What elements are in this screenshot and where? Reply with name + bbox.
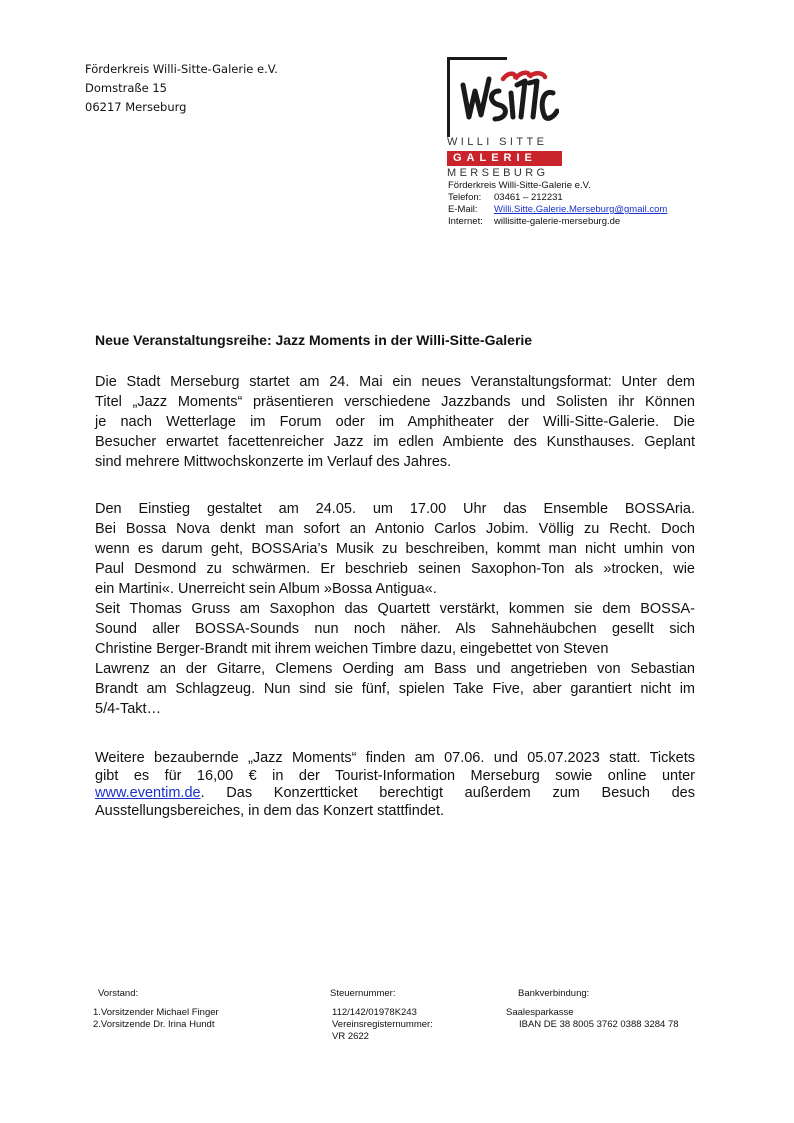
text-line: gibt es für 16,00 € in der Tourist-Information Merseburg sowie online unter [95,767,695,784]
sender-city: 06217 Merseburg [85,100,187,114]
text-line: Sound aller BOSSA-Sounds nun noch näher. Als Sahnehäubchen gesellt sich [95,621,695,637]
footer-vorstand-2: 2.Vorsitzende Dr. Irina Hundt [93,1019,215,1030]
sender-address [85,60,278,117]
text-line: Weitere bezaubernde „Jazz Moments“ finden am 07.06. und 05.07.2023 statt. Tickets [95,750,695,766]
sender-street: Domstraße 15 [85,81,167,95]
footer-bank-name: Saalesparkasse [506,1007,574,1018]
text-line-with-link [95,785,695,803]
sender-name: Förderkreis Willi-Sitte-Galerie e.V. [85,62,278,76]
footer-steuer-number: 112/142/01978K243 [332,1007,417,1018]
web-address: willisitte-galerie-merseburg.de [494,216,621,227]
text-line: ein Martini«. Unerreicht sein Album »Bossa Antigua«. [95,581,437,597]
web-label: Internet: [448,216,483,227]
text-line: Den Einstieg gestaltet am 24.05. um 17.00 Uhr das Ensemble BOSSAria. [95,501,695,517]
paragraph-intro [95,372,695,472]
text-line: Seit Thomas Gruss am Saxophon das Quartett verstärkt, kommen sie dem BOSSA- [95,601,695,617]
text-line: Brandt am Schlagzeug. Nun sind sie fünf, spielen Take Five, aber garantiert nicht im [95,681,695,697]
phone-number: 03461 – 212231 [494,192,563,203]
footer-iban: IBAN DE 38 8005 3762 0388 3284 78 [519,1019,679,1030]
text-line: Christine Berger-Brandt mit ihrem weichen Timbre dazu, eingebettet von Steven [95,641,609,657]
text-line: Paul Desmond zu schwärmen. Er beschrieb seinen Saxophon-Ton als »trocken, wie [95,561,695,577]
text-line: Titel „Jazz Moments“ präsentieren verschiedene Jazzbands und Solisten ihr Können [95,394,695,410]
text-line: wenn es darum geht, BOSSAria’s Musik zu beschreiben, kommt man nicht umhin von [95,541,695,557]
eventim-link[interactable]: www.eventim.de [95,785,201,801]
phone-label: Telefon: [448,192,482,203]
paragraph-tickets [95,750,695,820]
logo-text-galerie: GALERIE [453,152,537,164]
gallery-logo [447,57,562,177]
page-title: Neue Veranstaltungsreihe: Jazz Moments in der Willi-Sitte-Galerie [95,332,533,348]
footer-vorstand-1: 1.Vorsitzender Michael Finger [93,1007,219,1018]
contact-web-row [448,216,667,228]
footer-bank-label: Bankverbindung: [518,988,590,999]
text-line: Lawrenz an der Gitarre, Clemens Oerding am Bass und angetrieben von Sebastian [95,661,695,677]
logo-text-merseburg: MERSEBURG [447,167,549,179]
logo-galerie-banner [447,151,562,166]
text-line: Ausstellungsbereiches, in dem das Konzert stattfindet. [95,802,444,819]
paragraph-ensemble [95,499,695,719]
email-link[interactable]: Willi.Sitte.Galerie.Merseburg@gmail.com [494,204,668,215]
logo-frame-horizontal [447,57,507,60]
email-label: E-Mail: [448,204,478,215]
text-line: 5/4-Takt… [95,701,162,717]
text-line: Die Stadt Merseburg startet am 24. Mai ein neues Veranstaltungsformat: Unter dem [95,374,695,390]
footer-verein-number: VR 2622 [332,1031,369,1042]
signature-logo-icon [459,65,559,129]
footer-vorstand-label: Vorstand: [98,988,139,999]
text-line: Bei Bossa Nova denkt man sofort an Antonio Carlos Jobim. Völlig zu Recht. Doch [95,521,695,537]
text-line: je nach Wetterlage im Forum oder im Amphitheater der Willi-Sitte-Galerie. Die [95,414,695,430]
contact-phone-row [448,192,667,204]
text-fragment: . Das Konzertticket berechtigt außerdem zum Besuch des [200,785,695,801]
logo-text-willi-sitte: WILLI SITTE [447,136,548,148]
text-line: sind mehrere Mittwochskonzerte im Verlauf des Jahres. [95,454,452,470]
text-line: Besucher erwartet facettenreicher Jazz im edlen Ambiente des Kunsthauses. Geplant [95,434,695,450]
footer-verein-label: Vereinsregisternummer: [332,1019,433,1030]
footer-steuer-label: Steuernummer: [330,988,396,999]
logo-frame-vertical [447,57,450,137]
contact-org: Förderkreis Willi-Sitte-Galerie e.V. [448,180,591,191]
contact-email-row [448,204,667,216]
contact-block [448,180,667,228]
